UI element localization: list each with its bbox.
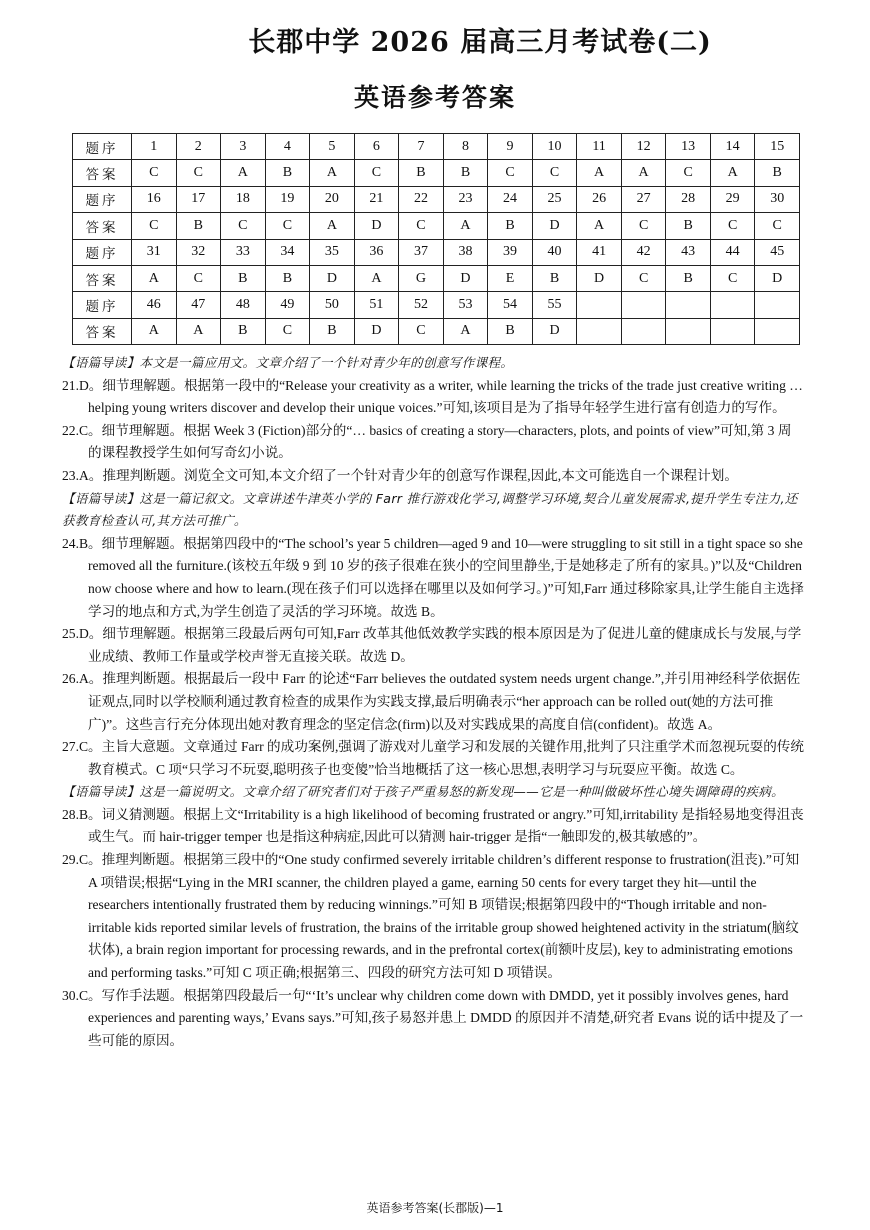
table-cell: 21 — [354, 186, 399, 212]
table-cell: 52 — [399, 292, 444, 318]
table-cell: 55 — [532, 292, 577, 318]
table-cell: 27 — [621, 186, 666, 212]
answer-explanation: 21.D。细节理解题。根据第一段中的“Release your creativity as a writer, while learning the tricks of the trade just creative writing … helping young writers discover and develop their unique voices.”可知,该项目是为了指导年轻学生进行富有创造力的写作。 — [62, 377, 803, 416]
row-label: 题序 — [73, 186, 132, 212]
table-cell: 48 — [221, 292, 266, 318]
table-cell: A — [621, 160, 666, 186]
row-label: 题序 — [73, 134, 132, 160]
table-cell: C — [176, 160, 221, 186]
table-cell: B — [399, 160, 444, 186]
table-row — [73, 292, 800, 318]
table-cell: B — [443, 160, 488, 186]
table-cell: 30 — [755, 186, 800, 212]
table-cell: 35 — [310, 239, 355, 265]
table-cell: 53 — [443, 292, 488, 318]
table-row — [73, 186, 800, 212]
table-cell — [577, 292, 622, 318]
row-label: 题序 — [73, 292, 132, 318]
row-label: 答案 — [73, 265, 132, 291]
table-cell: D — [755, 265, 800, 291]
table-cell: C — [221, 213, 266, 239]
table-cell: A — [577, 213, 622, 239]
table-cell: D — [577, 265, 622, 291]
table-cell: C — [132, 213, 177, 239]
table-cell: C — [354, 160, 399, 186]
table-cell: 34 — [265, 239, 310, 265]
table-cell: 50 — [310, 292, 355, 318]
table-cell: 20 — [310, 186, 355, 212]
table-cell: 18 — [221, 186, 266, 212]
table-cell: 36 — [354, 239, 399, 265]
answer-explanation: 23.A。推理判断题。浏览全文可知,本文介绍了一个针对青少年的创意写作课程,因此,本文可能选自一个课程计划。 — [62, 467, 738, 483]
answer-explanation: 29.C。推理判断题。根据第三段中的“One study confirmed severely irritable children’s different response to frustration(沮丧).”可知 A 项错误;根据“Lying in the MRI scanner, the children played a game, earning 50 cents for every target they hit—until the researchers intentionally frustrated them by reducing winnings.”可知 B 项错误;根据第四段中的“Though irritable and non-irritable kids reported similar levels of frustration, the brains of the irritable group showed heightened activity in the striatum(脑纹状体), a brain region important for processing rewards, and in the prefrontal cortex(前额叶皮层), key to administrating emotions and performing tasks.”可知 C 项正确;根据第三、四段的研究方法可知 D 项错误。 — [62, 852, 800, 981]
table-cell: B — [488, 213, 533, 239]
table-cell: C — [710, 213, 755, 239]
table-row — [73, 213, 800, 239]
table-cell: 2 — [176, 134, 221, 160]
table-cell — [621, 318, 666, 344]
table-cell: 25 — [532, 186, 577, 212]
row-label: 答案 — [73, 318, 132, 344]
table-cell: C — [621, 213, 666, 239]
table-cell: D — [354, 318, 399, 344]
table-cell: 43 — [666, 239, 711, 265]
passage-guide: 【语篇导读】这是一篇说明文。文章介绍了研究者们对于孩子严重易怒的新发现——它是一种叫做破坏性心境失调障碍的疾病。 — [62, 784, 785, 800]
table-cell — [666, 292, 711, 318]
table-cell: 31 — [132, 239, 177, 265]
table-cell: A — [443, 318, 488, 344]
table-cell: 29 — [710, 186, 755, 212]
table-cell: 17 — [176, 186, 221, 212]
table-cell: C — [265, 318, 310, 344]
table-cell: 42 — [621, 239, 666, 265]
table-cell: D — [310, 265, 355, 291]
table-cell: C — [621, 265, 666, 291]
row-label: 题序 — [73, 239, 132, 265]
table-cell: 14 — [710, 134, 755, 160]
answer-explanation: 24.B。细节理解题。根据第四段中的“The school’s year 5 children—aged 9 and 10—were struggling to sit still in a tight space so she removed all the furniture.(该校五年级 9 到 10 岁的孩子很难在狭小的空间里静坐,于是她移走了所有的家具。)”以及“Children now choose where and how to learn.(现在孩子们可以选择在哪里以及如何学习。)”可知,Farr 通过移除家具,让学生能自主选择学习的地点和方式,为学生创造了灵活的学习环境。故选 B。 — [62, 535, 804, 619]
table-cell: C — [710, 265, 755, 291]
table-cell: B — [666, 265, 711, 291]
table-cell: 4 — [265, 134, 310, 160]
page-title: 长郡中学 2026 届高三月考试卷(二) — [248, 27, 712, 58]
table-row — [73, 318, 800, 344]
table-cell: 9 — [488, 134, 533, 160]
table-cell: B — [265, 160, 310, 186]
table-cell: B — [221, 318, 266, 344]
table-cell: B — [310, 318, 355, 344]
table-cell: 10 — [532, 134, 577, 160]
table-cell: 15 — [755, 134, 800, 160]
table-cell: 24 — [488, 186, 533, 212]
table-cell: 47 — [176, 292, 221, 318]
table-cell: C — [399, 318, 444, 344]
table-cell: B — [265, 265, 310, 291]
table-cell — [621, 292, 666, 318]
table-cell: 22 — [399, 186, 444, 212]
table-cell: 32 — [176, 239, 221, 265]
table-cell: E — [488, 265, 533, 291]
passage-guide: 【语篇导读】这是一篇记叙文。文章讲述牛津英小学的 Farr 推行游戏化学习,调整学习环境,契合儿童发展需求,提升学生专注力,还获教育检查认可,其方法可推广。 — [62, 490, 798, 529]
table-cell: A — [443, 213, 488, 239]
table-cell: B — [532, 265, 577, 291]
table-cell — [710, 318, 755, 344]
table-cell: A — [710, 160, 755, 186]
table-cell: 37 — [399, 239, 444, 265]
table-cell: 38 — [443, 239, 488, 265]
table-cell: A — [176, 318, 221, 344]
table-cell: 41 — [577, 239, 622, 265]
table-cell: 26 — [577, 186, 622, 212]
table-cell: 1 — [132, 134, 177, 160]
page-footer: 英语参考答案(长郡版)—1 — [366, 1201, 504, 1215]
row-label: 答案 — [73, 213, 132, 239]
table-cell: 16 — [132, 186, 177, 212]
table-cell: 7 — [399, 134, 444, 160]
table-cell: 51 — [354, 292, 399, 318]
table-cell: 49 — [265, 292, 310, 318]
table-row — [73, 265, 800, 291]
table-cell: 45 — [755, 239, 800, 265]
table-cell — [577, 318, 622, 344]
table-cell: 33 — [221, 239, 266, 265]
table-cell: D — [532, 213, 577, 239]
table-cell: D — [532, 318, 577, 344]
answer-explanation: 22.C。细节理解题。根据 Week 3 (Fiction)部分的“… basics of creating a story—characters, plots, and points of view”可知,第 3 周的课程教授学生如何写奇幻小说。 — [62, 422, 792, 461]
table-cell: C — [399, 213, 444, 239]
page-subtitle: 英语参考答案 — [353, 83, 516, 112]
table-cell — [755, 292, 800, 318]
table-cell: 12 — [621, 134, 666, 160]
table-cell: A — [221, 160, 266, 186]
table-cell: 54 — [488, 292, 533, 318]
answer-explanation: 30.C。写作手法题。根据第四段最后一句“‘It’s unclear why children come down with DMDD, yet it possibly involves genes, hard experiences and parenting ways,’ Evans says.”可知,孩子易怒并患上 DMDD 的原因并不清楚,研究者 Evans 说的话中提及了一些可能的原因。 — [62, 987, 804, 1048]
answer-explanation: 26.A。推理判断题。根据最后一段中 Farr 的论述“Farr believes the outdated system needs urgent change.”,并引用神经科学依据佐证观点,同时以学校顺利通过教育检查的成果作为实践支撑,最后明确表示“her approach can be rolled out(她的方法可推广)”。这些言行充分体现出她对教育理念的坚定信念(firm)以及对实践成果的高度自信(confident)。故选 A。 — [62, 671, 801, 732]
table-cell: C — [532, 160, 577, 186]
table-cell: 28 — [666, 186, 711, 212]
table-cell: A — [132, 318, 177, 344]
table-cell: 3 — [221, 134, 266, 160]
table-cell: B — [666, 213, 711, 239]
table-cell: A — [132, 265, 177, 291]
table-cell: 19 — [265, 186, 310, 212]
table-cell: C — [488, 160, 533, 186]
table-cell — [666, 318, 711, 344]
table-cell: 39 — [488, 239, 533, 265]
table-cell: D — [443, 265, 488, 291]
table-cell: D — [354, 213, 399, 239]
table-cell: 13 — [666, 134, 711, 160]
answer-table — [72, 133, 800, 345]
table-cell: 8 — [443, 134, 488, 160]
table-cell: 5 — [310, 134, 355, 160]
table-cell — [710, 292, 755, 318]
table-cell: 6 — [354, 134, 399, 160]
table-cell: 40 — [532, 239, 577, 265]
table-cell: B — [755, 160, 800, 186]
table-cell: A — [354, 265, 399, 291]
table-cell: C — [176, 265, 221, 291]
table-cell: C — [666, 160, 711, 186]
table-cell: 46 — [132, 292, 177, 318]
answer-explanation: 28.B。词义猜测题。根据上文“Irritability is a high likelihood of becoming frustrated or angry.”可知,irritability 是指轻易地变得沮丧或生气。而 hair-trigger temper 也是指这种病症,因此可以猜测 hair-trigger 是指“一触即发的,极其敏感的”。 — [62, 806, 804, 845]
table-row — [73, 134, 800, 160]
table-row — [73, 160, 800, 186]
answer-explanation: 25.D。细节理解题。根据第三段最后两句可知,Farr 改革其他低效教学实践的根本原因是为了促进儿童的健康成长与发展,与学业成绩、教师工作量或学校声誉无直接关联。故选 D。 — [62, 626, 802, 664]
table-row — [73, 239, 800, 265]
table-cell: B — [176, 213, 221, 239]
explanations — [62, 352, 804, 1052]
table-cell — [755, 318, 800, 344]
table-cell: A — [310, 213, 355, 239]
table-cell: 11 — [577, 134, 622, 160]
table-cell: C — [265, 213, 310, 239]
table-cell: C — [755, 213, 800, 239]
table-cell: A — [577, 160, 622, 186]
table-cell: C — [132, 160, 177, 186]
table-cell: B — [221, 265, 266, 291]
row-label: 答案 — [73, 160, 132, 186]
table-cell: 23 — [443, 186, 488, 212]
table-cell: G — [399, 265, 444, 291]
passage-guide: 【语篇导读】本文是一篇应用文。文章介绍了一个针对青少年的创意写作课程。 — [62, 355, 514, 370]
table-cell: 44 — [710, 239, 755, 265]
table-cell: B — [488, 318, 533, 344]
table-cell: A — [310, 160, 355, 186]
answer-explanation: 27.C。主旨大意题。文章通过 Farr 的成功案例,强调了游戏对儿童学习和发展的关键作用,批判了只注重学术而忽视玩耍的传统教育模式。C 项“只学习不玩耍,聪明孩子也变傻”恰当地概括了这一核心思想,表明学习与玩耍应平衡。故选 C。 — [62, 739, 804, 777]
